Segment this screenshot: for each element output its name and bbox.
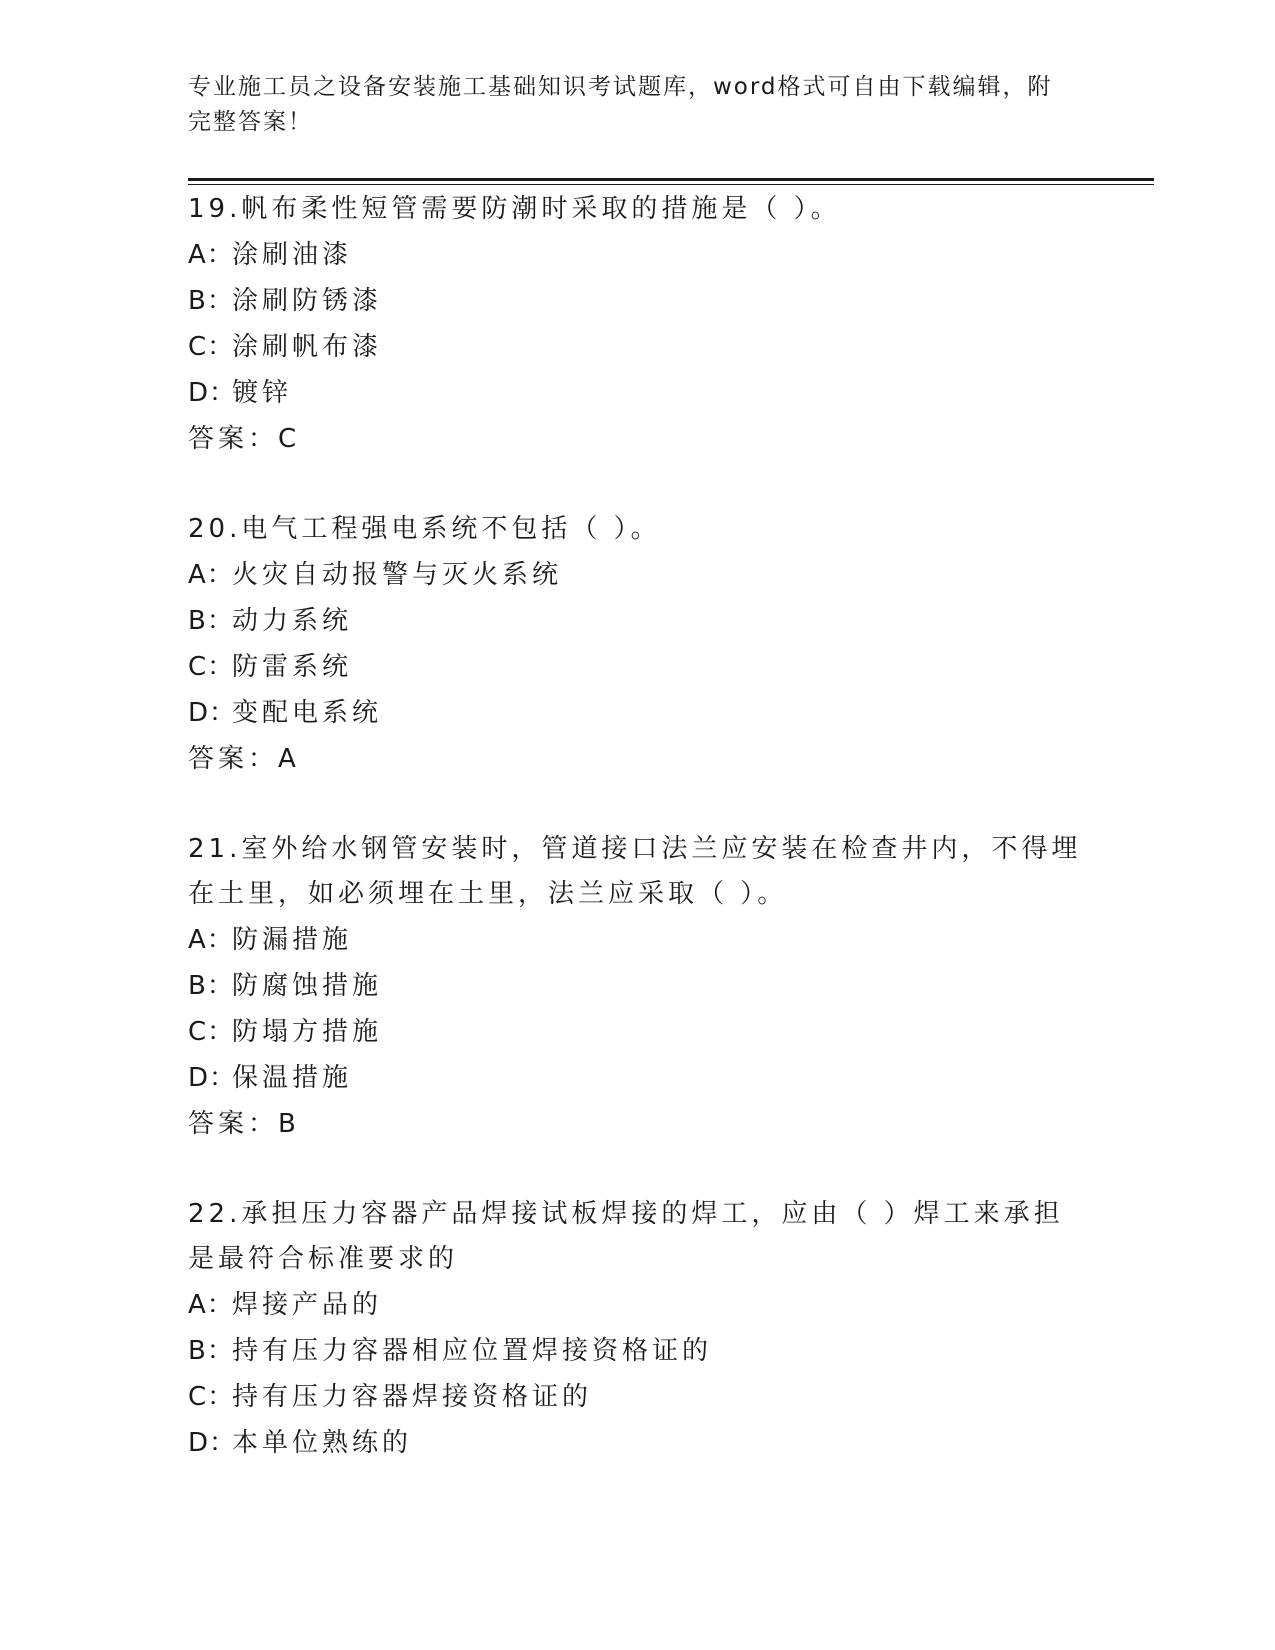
header-divider-thin: [188, 184, 1154, 185]
option-key: B：: [188, 1336, 234, 1366]
option-text: 防雷系统: [232, 652, 353, 682]
option-b: [188, 963, 1088, 1009]
option-c: [188, 1374, 1088, 1420]
option-text: 涂刷油漆: [232, 240, 353, 270]
option-text: 镀锌: [232, 378, 293, 408]
answer-text: 答案：C: [188, 424, 301, 454]
question-item: [188, 187, 1088, 462]
option-key: D：: [188, 378, 237, 408]
question-text: 20.电气工程强电系统不包括（ ）。: [188, 514, 661, 544]
option-key: C：: [188, 652, 235, 682]
option-a: [188, 232, 1088, 278]
question-list: [188, 187, 1088, 1511]
option-d: [188, 690, 1088, 736]
option-key: B：: [188, 971, 234, 1001]
question-text: 21.室外给水钢管安装时，管道接口法兰应安装在检查井内，不得埋在土里，如必须埋在土里，法兰应采取（ ）。: [188, 834, 1082, 909]
question-item: [188, 1192, 1088, 1466]
option-text: 焊接产品的: [232, 1290, 383, 1320]
option-text: 涂刷防锈漆: [232, 286, 383, 316]
option-key: D：: [188, 698, 237, 728]
option-a: [188, 917, 1088, 963]
option-key: B：: [188, 286, 234, 316]
option-d: [188, 370, 1088, 416]
option-key: B：: [188, 606, 234, 636]
question-text: 22.承担压力容器产品焊接试板焊接的焊工，应由（ ）焊工来承担是最符合标准要求的: [188, 1199, 1064, 1274]
option-key: C：: [188, 1382, 235, 1412]
option-text: 防塌方措施: [232, 1017, 383, 1047]
option-text: 保温措施: [232, 1063, 353, 1093]
option-d: [188, 1420, 1088, 1466]
option-a: [188, 552, 1088, 598]
question-text: 19.帆布柔性短管需要防潮时采取的措施是（ ）。: [188, 194, 841, 224]
option-c: [188, 1009, 1088, 1055]
question-item: [188, 827, 1088, 1147]
option-a: [188, 1282, 1088, 1328]
option-key: A：: [188, 1290, 234, 1320]
option-text: 涂刷帆布漆: [232, 332, 383, 362]
option-key: A：: [188, 240, 234, 270]
option-key: C：: [188, 1017, 235, 1047]
option-b: [188, 1328, 1088, 1374]
answer-text: 答案：A: [188, 744, 300, 774]
option-text: 防漏措施: [232, 925, 353, 955]
option-text: 持有压力容器焊接资格证的: [232, 1382, 593, 1412]
option-text: 持有压力容器相应位置焊接资格证的: [232, 1336, 713, 1366]
option-key: D：: [188, 1428, 237, 1458]
option-d: [188, 1055, 1088, 1101]
option-key: C：: [188, 332, 235, 362]
option-text: 防腐蚀措施: [232, 971, 383, 1001]
option-c: [188, 324, 1088, 370]
option-text: 火灾自动报警与灭火系统: [232, 560, 563, 590]
option-b: [188, 278, 1088, 324]
question-item: [188, 507, 1088, 782]
option-text: 动力系统: [232, 606, 353, 636]
document-header: 专业施工员之设备安装施工基础知识考试题库，word格式可自由下载编辑，附完整答案！: [188, 74, 1053, 135]
option-text: 变配电系统: [232, 698, 383, 728]
answer-text: 答案：B: [188, 1109, 300, 1139]
option-text: 本单位熟练的: [232, 1428, 413, 1458]
option-key: A：: [188, 560, 234, 590]
option-c: [188, 644, 1088, 690]
option-key: A：: [188, 925, 234, 955]
option-b: [188, 598, 1088, 644]
option-key: D：: [188, 1063, 237, 1093]
header-divider: [188, 178, 1154, 181]
